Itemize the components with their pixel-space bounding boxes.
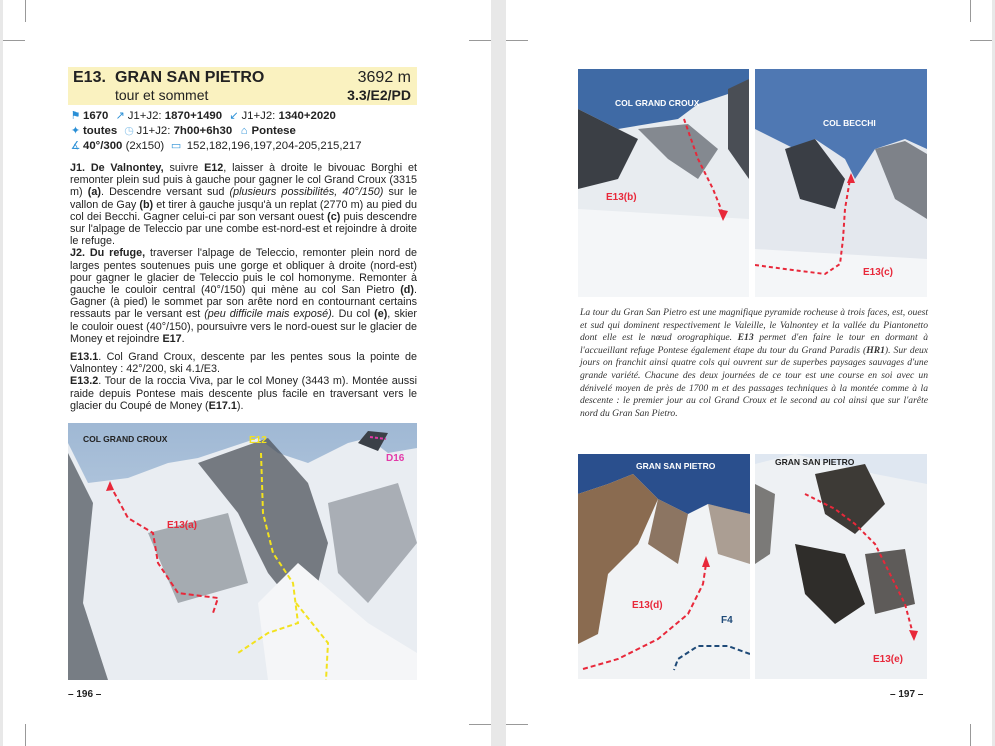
text: puis descendre sur l'alpage de Teleccio par une combe est-nord-est et rejoindre à droite le refuge. — [70, 210, 417, 248]
italic-note: (peu difficile mais exposé). — [204, 308, 335, 321]
route-label-e12: E12 — [249, 435, 267, 446]
time-label: J1+J2: — [136, 125, 171, 137]
left-text-column — [68, 67, 417, 412]
flag-icon: ⚑ — [70, 110, 81, 122]
route-label-e13b: E13(b) — [606, 192, 637, 203]
route-label-e13c: E13(c) — [863, 267, 894, 278]
start-altitude: 1670 — [83, 110, 109, 122]
photo-title: COL GRAND CROUX — [615, 98, 700, 108]
map-references: 152,182,196,197,204-205,215,217 — [186, 140, 362, 152]
page-number-right: – 197 – — [890, 689, 924, 700]
compass-star-icon: ✦ — [70, 125, 81, 137]
descent-value: 1340+2020 — [278, 110, 336, 122]
text: Du col — [334, 308, 375, 321]
crop-mark — [25, 0, 26, 22]
route-header — [68, 67, 417, 105]
photo-title: GRAN SAN PIETRO — [775, 457, 855, 467]
route-label-e13e: E13(e) — [873, 654, 904, 665]
variant-2 — [70, 375, 417, 412]
crop-mark — [469, 40, 491, 41]
route-ref: E12 — [204, 162, 224, 174]
caption-text: permet d'en faire le tour en dormant à l'accueillant refuge Pontese également étape du tour du Grand Paradis ( — [580, 332, 928, 356]
day2-paragraph — [70, 247, 417, 345]
variant-code: E13.2 — [70, 375, 99, 388]
route-subtitle: tour et sommet — [115, 87, 209, 103]
text: . Descendre versant sud — [100, 186, 230, 199]
clock-icon: ◷ — [124, 125, 134, 137]
crop-mark — [970, 40, 992, 41]
day1-lead: J1. De Valnontey, — [70, 162, 164, 174]
variant-1 — [70, 351, 417, 375]
slope-angle-icon: ∡ — [70, 140, 81, 152]
text: , skier le couloir ouest (40°/150), poursuivre vers le nord-ouest sur le glacier de Money et rejoindre — [70, 308, 418, 345]
photo-title: COL BECCHI — [823, 118, 876, 128]
hut-icon: ⌂ — [240, 125, 248, 137]
variant-code: E13.1 — [70, 351, 99, 364]
crop-mark — [469, 724, 491, 725]
mountain-photo — [68, 423, 417, 680]
route-grade: 3.3/E2/PD — [347, 87, 411, 103]
route-stats — [68, 109, 417, 154]
mountain-photo — [578, 454, 750, 679]
route-label-e13a: E13(a) — [167, 520, 198, 531]
ascent-label: J1+J2: — [127, 110, 162, 122]
caption-text: La tour du Gran San Pietro est une magnifique pyramide rocheuse à trois faces, est, ouest et sud qui dominent respectivement le Valeille, le Valnontey et la vallée du Piantonetto dont elle est le nœud orographique. — [580, 307, 928, 344]
crop-mark — [970, 0, 971, 22]
text: . — [181, 332, 185, 345]
text: sur le vallon de Gay — [70, 186, 417, 211]
text: . Gagner (à pied) le sommet par son arête nord en contournant certains ressauts par le versant est — [70, 284, 417, 321]
crop-mark — [25, 724, 26, 746]
route-label-e13d: E13(d) — [632, 600, 663, 611]
variant-text: . Col Grand Croux, descente par les pentes sous la pointe de Valnontey : 42°/200, ski 4.1/E3. — [70, 351, 417, 376]
crop-mark — [970, 724, 971, 746]
photo-ref: (b) — [139, 198, 154, 211]
photo-gran-san-pietro-couloir — [578, 454, 750, 679]
summit-altitude: 3692 m — [357, 69, 411, 86]
header-line-2 — [73, 87, 411, 103]
header-line-1 — [73, 68, 411, 87]
italic-note: (plusieurs possibilités, 40°/150) — [229, 186, 384, 199]
photo-col-grand-croux — [578, 69, 749, 297]
route-ref: E17 — [162, 332, 182, 345]
photo-caption — [580, 307, 928, 420]
photo-col-becchi — [755, 69, 927, 297]
crop-mark — [506, 40, 528, 41]
photo-ref: (a) — [87, 186, 101, 199]
crop-mark — [506, 724, 528, 725]
photo-ref: (e) — [374, 308, 388, 321]
variant-text: . Tour de la roccia Viva, par le col Money (3443 m). Montée aussi raide depuis Pontese mais descente plus facile en traversant vers le glacier du Coupé de Money ( — [70, 375, 417, 412]
photo-ref: (d) — [400, 284, 414, 297]
stats-row-3 — [70, 139, 417, 154]
ascent-value: 1870+1490 — [164, 110, 223, 122]
route-title: GRAN SAN PIETRO — [115, 69, 265, 86]
day2-lead: J2. Du refuge, — [70, 247, 146, 260]
hut-name: Pontese — [251, 125, 296, 137]
itinerary-text — [68, 162, 417, 345]
variants-text — [68, 351, 417, 412]
text: et tirer à gauche jusqu'à un replat (2770 m) au pied du col dei Becchi. Gagner celui-ci par son versant ouest — [70, 198, 417, 223]
photo-title: COL GRAND CROUX — [83, 434, 168, 444]
text: traverser l'alpage de Teleccio, remonter plein nord de larges pentes soutenues puis une gorge et obliquer à droite (nord-est) pour gagner le glacier de Teleccio puis le col homonyme. Remonter à gauche le couloir central (40°/150) qui mène au col San Pietro — [70, 247, 417, 297]
mountain-photo — [755, 454, 927, 679]
mountain-photo — [755, 69, 927, 297]
max-slope: 40°/300 — [83, 140, 123, 152]
text: suivre — [163, 162, 205, 174]
route-code: E13. — [73, 69, 106, 86]
page-number-left: – 196 – — [68, 689, 102, 700]
map-icon: ▭ — [170, 140, 182, 152]
stats-row-2 — [70, 124, 417, 139]
time-value: 7h00+6h30 — [173, 125, 233, 137]
arrow-down-left-icon: ↙ — [229, 110, 239, 122]
route-ref: HR1 — [866, 344, 885, 356]
caption-text: ). Sur deux jours on franchit ainsi quatre cols qui ouvrent sur de superbes paysages sauvages d'une grande variété. Chacune des deux journées de ce tour est une course en soi avec un dénivelé moyen de près de 1700 m et des passages techniques à la montée comme à la descente : le premier jour au col Grand Croux et le second au col ainsi que sur l'arête nord du Gran San Pietro. — [580, 344, 929, 419]
photo-title: GRAN SAN PIETRO — [636, 461, 716, 471]
route-label-d16: D16 — [386, 453, 405, 464]
route-ref: E13 — [737, 332, 754, 344]
variant-text: ). — [236, 399, 244, 412]
text: , laisser à droite le bivouac Borghi et remonter plein sud puis à gauche pour gagner le col Grand Croux (3315 m) — [70, 162, 417, 199]
descent-label: J1+J2: — [241, 110, 276, 122]
day1-paragraph — [70, 162, 417, 247]
photo-ref: (c) — [327, 210, 341, 223]
photo-gran-san-pietro-west-couloir — [755, 454, 927, 679]
header-title-group — [73, 68, 264, 87]
photo-col-grand-croux-panorama — [68, 423, 417, 680]
crop-mark — [3, 40, 25, 41]
route-ref: E17.1 — [208, 399, 237, 412]
exposure: toutes — [83, 125, 118, 137]
route-label-f4: F4 — [721, 615, 733, 626]
slope-detail: (2x150) — [125, 140, 165, 152]
arrow-up-right-icon: ↗ — [115, 110, 125, 122]
stats-row-1 — [70, 109, 417, 124]
